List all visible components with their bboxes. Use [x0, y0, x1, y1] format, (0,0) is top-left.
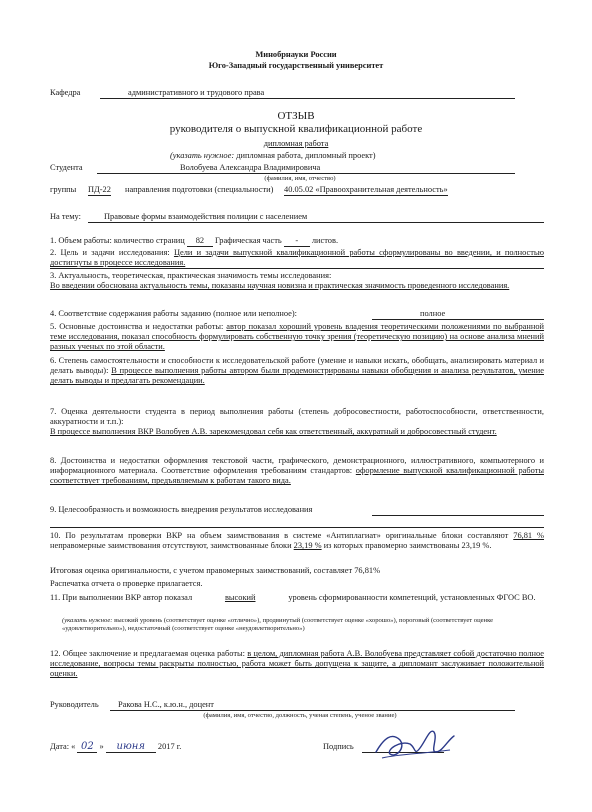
item-9-label: 9. Целесообразность и возможность внедрения результатов исследования	[50, 505, 313, 514]
work-type-hint	[170, 151, 376, 161]
department-value: административного и трудового права	[128, 88, 265, 97]
item-8-text: оформление выпускной квалификационной работы соответствует требованиям, предъявляемым к работам такого вида.	[50, 466, 544, 486]
item-11	[50, 593, 544, 603]
item-12	[50, 649, 544, 680]
item-11-lead: 11. При выполнении ВКР автор показал	[50, 593, 193, 602]
date-day: 02	[77, 742, 97, 753]
item-9-underline-2	[50, 527, 544, 528]
student-caption: (фамилия, имя, отчество)	[264, 175, 336, 182]
item-5	[50, 322, 544, 353]
item-4-label: 4. Соответствие содержания работы заданию (полное или неполное):	[50, 309, 297, 318]
supervisor-underline	[110, 710, 515, 711]
topic-label: На тему:	[50, 212, 81, 221]
supervisor-label: Руководитель	[50, 700, 99, 709]
date-label: Дата: «	[50, 742, 76, 751]
supervisor-value: Ракова Н.С., к.ю.н., доцент	[118, 700, 214, 709]
item-1	[50, 236, 338, 247]
item-4-value: полное	[420, 309, 446, 318]
item-8-label: 8. Достоинства и недостатки оформления текстовой части, графического, демонстрационного, иллюстративного, компьютерного и информационного материала. Соответствие оформления требованиям стандартов:	[50, 456, 544, 476]
item-2-underline	[50, 268, 544, 269]
date-field	[50, 742, 181, 753]
item-2-label: 2. Цель и задачи исследования:	[50, 248, 170, 257]
item-10-original: 76,81 %	[513, 531, 544, 540]
item-10-printout: Распечатка отчета о проверке прилагается.	[50, 579, 203, 588]
item-3-text: Во введении обоснована актуальность темы, показаны научная новизна и практическая значимость проведенного исследования.	[50, 281, 510, 291]
item-4-underline	[372, 319, 544, 320]
item-1-graph-label: Графическая часть	[214, 236, 282, 245]
item-3	[50, 271, 544, 291]
department-underline	[100, 98, 515, 99]
item-8	[50, 456, 544, 487]
department-label: Кафедра	[50, 88, 81, 97]
date-quote-close: »	[99, 742, 104, 751]
item-1-sheets: листов.	[311, 236, 339, 245]
item-10-total: Итоговая оценка оригинальности, с учетом правомерных заимствований, составляет 76,81%	[50, 566, 381, 575]
item-6	[50, 356, 544, 387]
date-month: июня	[106, 742, 156, 753]
item-3-label: 3. Актуальность, теоретическая, практическая значимость темы исследования:	[50, 271, 332, 280]
direction-value: 40.05.02 «Правоохранительная деятельность»	[284, 185, 448, 194]
review-title: ОТЗЫВ	[277, 110, 315, 122]
item-12-label: 12. Общее заключение и предлагаемая оценка работы:	[50, 649, 245, 658]
group-label: группы	[50, 185, 77, 194]
signature-label: Подпись	[323, 742, 354, 751]
review-subtitle: руководителя о выпускной квалификационной работе	[169, 123, 423, 135]
item-1-pages: 82	[187, 236, 213, 247]
item-11-note-italic: (указать нужное:	[62, 617, 113, 624]
item-2-text: Цели и задачи выпускной квалификационной работы сформулированы во введении, и полностью достигнуты в процессе исследования.	[50, 248, 544, 268]
item-6-text: В процессе выполнения работы автором были продемонстрированы навыки обобщения и анализа результатов, умение делать выводы и предлагать рекомендации.	[50, 366, 544, 386]
group-value: ПД-22	[88, 185, 111, 194]
work-type: дипломная работа	[263, 139, 329, 148]
item-7-text: В процессе выполнения ВКР Волобуев А.В. зарекомендовал себя как ответственный, аккуратный и добросовестный студент.	[50, 427, 497, 437]
item-10-legal-label: из которых правомерно заимствованы	[323, 541, 460, 551]
item-10-legal: 23,19 %.	[461, 541, 492, 551]
item-5-label: 5. Основные достоинства и недостатки работы:	[50, 322, 224, 331]
student-name: Волобуева Александра Владимировича	[180, 163, 321, 172]
topic-underline	[88, 222, 544, 223]
date-year: 2017 г.	[157, 742, 182, 751]
item-10-borrowed: 23,19 %	[293, 541, 322, 551]
item-7	[50, 407, 544, 438]
work-type-hint-italic: (указать нужное:	[170, 151, 235, 160]
item-12-text: в целом, дипломная работа А.В. Волобуева представляет собой достаточно полное исследование, вопросы темы раскрыты полностью, работа может быть допущена к защите, а дипломант заслуживает положительной оценки.	[50, 649, 545, 679]
item-2	[50, 248, 544, 268]
item-6-label: 6. Степень самостоятельности и способности к исследовательской работе (умение и навыки искать, обобщать, анализировать материал и делать выводы):	[50, 356, 544, 376]
item-11-note-text: высокий уровень (соответствует оценке «отлично»), продвинутый (соответствует оценке «хорошо»), пороговый (соответствует оценке «удовлетворительно»), недостаточный (соответствует оценке «неудовлетворительно»)	[62, 617, 494, 633]
item-1-label: 1. Объем работы: количество страниц	[50, 236, 185, 245]
item-5-text: автор показал хороший уровень владения теоретическими положениями по выбранной теме исследования, показал способность формулировать собственную точку зрения (теоретическую позицию) на основе анализа мнений разных ученых по этой области.	[50, 322, 545, 352]
direction-label: направления подготовки (специальности)	[125, 185, 274, 194]
item-10	[50, 531, 544, 551]
item-9-underline	[372, 515, 544, 516]
work-type-hint-rest: дипломная работа, дипломный проект)	[236, 151, 376, 160]
item-10-middle: неправомерные заимствования отсутствуют, заимствованные блоки	[50, 541, 292, 551]
item-11-note	[62, 617, 544, 633]
supervisor-caption: (фамилия, имя, отчество, должность, ученая степень, ученое звание)	[203, 712, 397, 719]
topic-value: Правовые формы взаимодействия полиции с населением	[104, 212, 308, 221]
university-heading: Юго-Западный государственный университет	[208, 61, 384, 70]
item-10-lead: 10. По результатам проверки ВКР на объем заимствования в системе «Антиплагиат» оригинальные блоки составляют	[50, 531, 509, 540]
ministry-heading: Минобрнауки России	[255, 50, 337, 59]
student-underline	[97, 173, 515, 174]
student-label: Студента	[50, 163, 83, 172]
item-11-rest: уровень сформированности компетенций, установленных ФГОС ВО.	[288, 593, 536, 602]
item-7-label: 7. Оценка деятельности студента в период выполнения работы (степень добросовестности, работоспособности, ответственности, аккуратности и т.п.):	[50, 407, 544, 427]
item-1-graph: -	[284, 236, 310, 247]
item-11-level: высокий	[224, 593, 256, 602]
signature-image	[370, 718, 460, 766]
